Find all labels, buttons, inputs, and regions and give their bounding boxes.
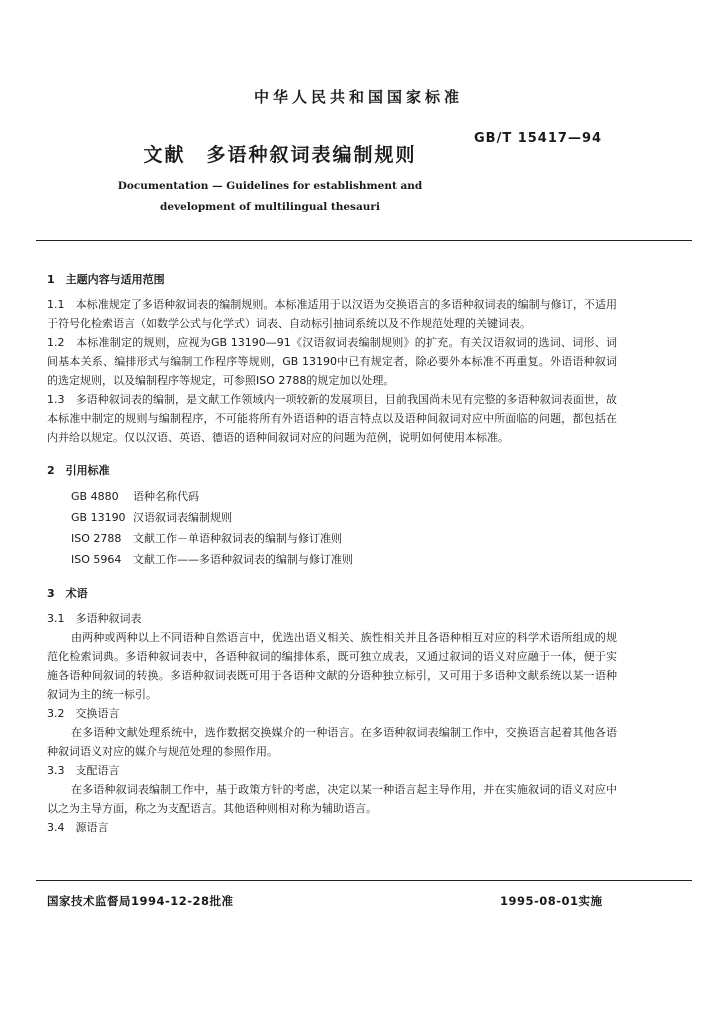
reference-code: ISO 2788 — [71, 532, 122, 545]
reference-code: GB 13190 — [71, 511, 126, 524]
term-3-4-heading: 3.4 源语言 — [47, 821, 109, 834]
clause-1-1: 1.1 本标准规定了多语种叙词表的编制规则。本标准适用于以汉语为交换语言的多语种叙词表的编制与修订，不适用于符号化检索语言（如数学公式与化学式）词表、自动标引抽词系统以及不作规范处理的关键词表。 — [47, 298, 617, 330]
section-2-heading: 2 引用标准 — [47, 464, 110, 477]
section-1-heading: 1 主题内容与适用范围 — [47, 273, 165, 286]
reference-code: GB 4880 — [71, 490, 119, 503]
document-body — [47, 270, 617, 837]
title-en-line1: Documentation — Guidelines for establishment and — [117, 180, 423, 192]
clause-1-2: 1.2 本标准制定的规则，应视为GB 13190—91《汉语叙词表编制规则》的扩充。有关汉语叙词的选词、词形、词间基本关系、编排形式与编制工作程序等规则，GB 13190中已有规定者，除必要外本标准不再重复。外语语种叙词的选定规则，以及编制程序等规定，可参照ISO 2788的规定加以处理。 — [47, 336, 617, 387]
clause-1-3: 1.3 多语种叙词表的编制，是文献工作领域内一项较新的发展项目，目前我国尚未见有完整的多语种叙词表面世，故本标准中制定的规则与编制程序，不可能将所有外语语种的语言特点以及语种间叙词对应中所面临的问题，都包括在内并给以规定。仅以汉语、英语、德语的语种间叙词对应的问题为范例，说明如何使用本标准。 — [47, 393, 617, 444]
document-title-cn: 文献 多语种叙词表编制规则 — [143, 144, 417, 166]
term-3-2-heading: 3.2 交换语言 — [47, 707, 120, 720]
reference-list — [47, 486, 617, 570]
title-en-line2: development of multilingual thesauri — [160, 201, 380, 213]
reference-name: 汉语叙词表编制规则 — [133, 511, 232, 524]
term-3-3-heading: 3.3 支配语言 — [47, 764, 120, 777]
header-divider — [36, 240, 692, 241]
reference-name: 文献工作－单语种叙词表的编制与修订准则 — [133, 532, 342, 545]
section-3-heading: 3 术语 — [47, 587, 88, 600]
reference-item — [71, 507, 617, 528]
reference-name: 文献工作——多语种叙词表的编制与修订准则 — [133, 553, 353, 566]
approval-statement: 国家技术监督局1994-12-28批准 — [47, 894, 234, 908]
reference-name: 语种名称代码 — [133, 490, 199, 503]
implementation-date: 1995-08-01实施 — [500, 894, 603, 908]
reference-item — [71, 486, 617, 507]
standard-number: GB/T 15417—94 — [474, 131, 603, 146]
footer-divider — [36, 880, 692, 881]
term-3-1-heading: 3.1 多语种叙词表 — [47, 612, 142, 625]
reference-item — [71, 528, 617, 549]
document-title-en — [0, 176, 540, 218]
term-3-3-definition: 在多语种叙词表编制工作中，基于政策方针的考虑，决定以某一种语言起主导作用，并在实施叙词的语义对应中以之为主导方面，称之为支配语言。其他语种则相对称为辅助语言。 — [47, 783, 617, 815]
reference-item — [71, 549, 617, 570]
reference-code: ISO 5964 — [71, 553, 122, 566]
term-3-1-definition: 由两种或两种以上不同语种自然语言中，优选出语义相关、族性相关并且各语种相互对应的科学术语所组成的规范化检索词典。多语种叙词表中，各语种叙词的编排体系，既可独立成表，又通过叙词的语义对应融于一体，便于实施各语种间叙词的转换。多语种叙词表既可用于各语种文献的分语种独立标引，又可用于多语种文献系统以某一语种叙词为主的统一标引。 — [47, 631, 617, 701]
national-standard-heading: 中华人民共和国国家标准 — [253, 88, 463, 106]
term-3-2-definition: 在多语种文献处理系统中，选作数据交换媒介的一种语言。在多语种叙词表编制工作中，交换语言起着其他各语种叙词语义对应的媒介与规范处理的参照作用。 — [47, 726, 617, 758]
